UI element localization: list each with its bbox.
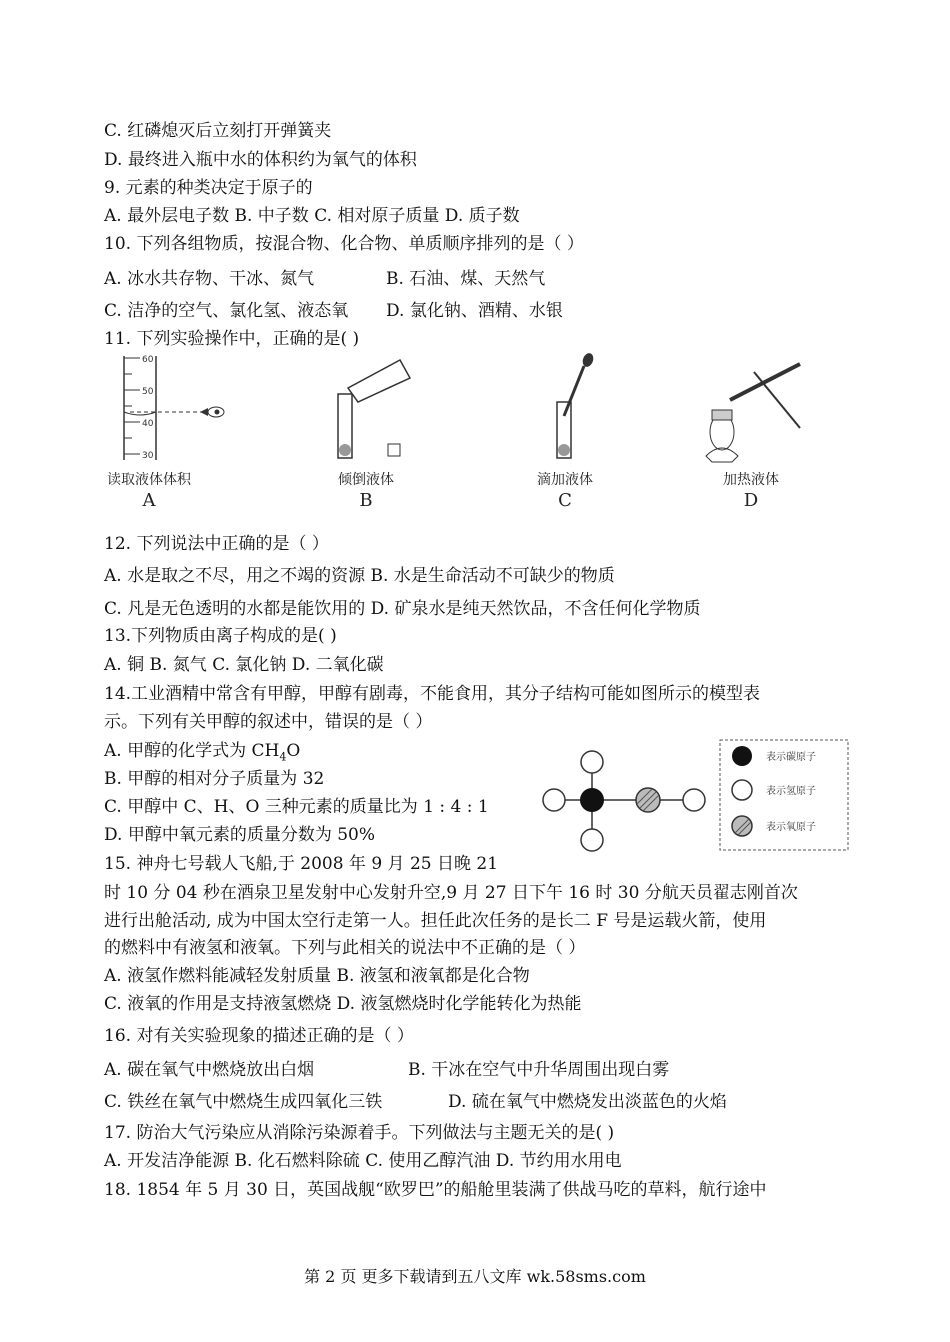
question-11: 11. 下列实验操作中，正确的是( ): [104, 329, 360, 349]
question-9: 9. 元素的种类决定于原子的: [104, 178, 313, 198]
question-15-cont: 的燃料中有液氢和液氧。下列与此相关的说法中不正确的是（ ）: [104, 938, 586, 958]
question-18: 18. 1854 年 5 月 30 日，英国战舰“欧罗巴”的船舱里装满了供战马吃的草料，航行途中: [104, 1180, 767, 1200]
question-14-option-b: B. 甲醇的相对分子质量为 32: [104, 769, 325, 789]
dropping-liquid-illustration: [557, 352, 595, 458]
question-13-options: A. 铜 B. 氮气 C. 氯化钠 D. 二氧化碳: [104, 655, 384, 675]
question-15-cont: 进行出舱活动, 成为中国太空行走第一人。担任此次任务的是长二 F 号是运载火箭，使用: [104, 911, 767, 931]
lab-operations-figure: [100, 352, 820, 517]
text-line: D. 最终进入瓶中水的体积约为氧气的体积: [104, 150, 417, 170]
option-text: A. 甲醇的化学式为 CH: [104, 741, 280, 761]
question-9-options: A. 最外层电子数 B. 中子数 C. 相对原子质量 D. 质子数: [104, 206, 520, 226]
question-15-options-ab: A. 液氢作燃料能减轻发射质量 B. 液氢和液氧都是化合物: [104, 966, 530, 986]
question-17-options: A. 开发洁净能源 B. 化石燃料除硫 C. 使用乙醇汽油 D. 节约用水用电: [104, 1151, 622, 1171]
question-10-option-a: A. 冰水共存物、干冰、氮气: [104, 269, 315, 289]
legend-hydrogen: 表示氢原子: [766, 786, 816, 797]
question-16-option-c: C. 铁丝在氧气中燃烧生成四氧化三铁: [104, 1092, 383, 1112]
question-14: 14.工业酒精中常含有甲醇，甲醇有剧毒，不能食用，其分子结构可能如图所示的模型表: [104, 684, 761, 704]
hydrogen-atom: [683, 789, 705, 811]
hydrogen-legend-icon: [732, 780, 752, 800]
question-17: 17. 防治大气污染应从消除污染源着手。下列做法与主题无关的是( ): [104, 1123, 615, 1143]
question-12: 12. 下列说法中正确的是（ ）: [104, 534, 329, 554]
question-16-option-d: D. 硫在氧气中燃烧发出淡蓝色的火焰: [448, 1092, 727, 1112]
pouring-liquid-illustration: [338, 360, 410, 458]
hydrogen-atom: [581, 829, 603, 851]
page-footer: 第 2 页 更多下载请到五八文库 wk.58sms.com: [304, 1267, 646, 1286]
hydrogen-atom: [543, 789, 565, 811]
legend-carbon: 表示碳原子: [766, 752, 816, 763]
option-text: O: [286, 741, 301, 761]
figure-caption: 倾倒液体: [338, 472, 394, 488]
scale-label: 40: [142, 419, 154, 429]
figure-caption: 加热液体: [723, 472, 779, 488]
legend-oxygen: 表示氧原子: [766, 822, 816, 833]
question-14-option-c: C. 甲醇中 C、H、O 三种元素的质量比为 1 : 4 : 1: [104, 797, 489, 817]
question-15: 15. 神舟七号载人飞船,于 2008 年 9 月 25 日晚 21: [104, 854, 499, 874]
carbon-legend-icon: [732, 746, 752, 766]
figure-caption: 读取液体体积: [107, 472, 191, 488]
subscript: 4: [279, 750, 287, 764]
question-10: 10. 下列各组物质，按混合物、化合物、单质顺序排列的是（ ）: [104, 234, 584, 254]
scale-label: 50: [142, 387, 154, 397]
question-10-option-b: B. 石油、煤、天然气: [386, 269, 546, 289]
carbon-atom: [580, 788, 604, 812]
reading-volume-illustration: [124, 355, 224, 461]
figure-letter: C: [558, 490, 572, 511]
hydrogen-atom: [581, 751, 603, 773]
figure-letter: D: [743, 490, 759, 511]
question-16-option-a: A. 碳在氧气中燃烧放出白烟: [104, 1060, 315, 1080]
scale-label: 60: [142, 355, 154, 365]
question-16: 16. 对有关实验现象的描述正确的是（ ）: [104, 1026, 414, 1046]
figure-letter: B: [359, 490, 373, 511]
question-16-option-b: B. 干冰在空气中升华周围出现白雾: [408, 1060, 670, 1080]
question-14-option-a: [104, 740, 300, 768]
question-12-options-ab: A. 水是取之不尽，用之不竭的资源 B. 水是生命活动不可缺少的物质: [104, 566, 615, 586]
question-10-option-c: C. 洁净的空气、氯化氢、液态氧: [104, 301, 349, 321]
question-15-cont: 时 10 分 04 秒在酒泉卫星发射中心发射升空,9 月 27 日下午 16 时 30 分航天员翟志刚首次: [104, 883, 798, 903]
question-13: 13.下列物质由离子构成的是( ): [104, 626, 337, 646]
methanol-molecule-figure: [530, 738, 860, 858]
question-14-cont: 示。下列有关甲醇的叙述中，错误的是（ ）: [104, 712, 433, 732]
heating-liquid-illustration: [706, 364, 800, 462]
figure-caption: 滴加液体: [537, 472, 593, 488]
question-15-options-cd: C. 液氧的作用是支持液氢燃烧 D. 液氢燃烧时化学能转化为热能: [104, 994, 582, 1014]
scale-label: 30: [142, 451, 154, 461]
question-12-options-cd: C. 凡是无色透明的水都是能饮用的 D. 矿泉水是纯天然饮品，不含任何化学物质: [104, 599, 701, 619]
question-14-option-d: D. 甲醇中氧元素的质量分数为 50%: [104, 825, 376, 845]
figure-letter: A: [142, 490, 156, 511]
question-10-option-d: D. 氯化钠、酒精、水银: [386, 301, 563, 321]
text-line: C. 红磷熄灭后立刻打开弹簧夹: [104, 121, 332, 141]
